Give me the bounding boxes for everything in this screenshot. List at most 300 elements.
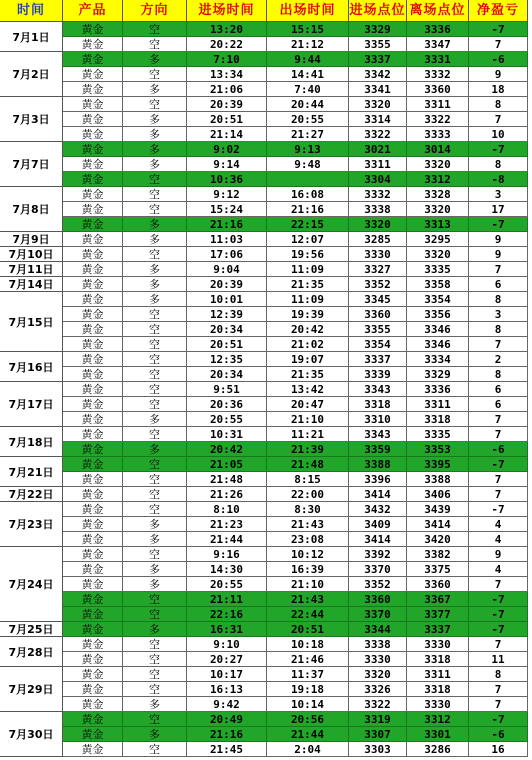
table-row bbox=[63, 712, 528, 727]
cell-entry-time: 10:36 bbox=[187, 172, 267, 187]
header-exit-time: 出场时间 bbox=[267, 0, 349, 22]
table-row bbox=[63, 727, 528, 742]
table-row bbox=[63, 142, 528, 157]
cell-product: 黄金 bbox=[63, 712, 123, 727]
cell-exit-price: 3320 bbox=[407, 247, 469, 262]
cell-entry-time: 9:04 bbox=[187, 262, 267, 277]
cell-net-pnl: 10 bbox=[469, 127, 528, 142]
cell-product: 黄金 bbox=[63, 532, 123, 547]
cell-direction: 空 bbox=[123, 667, 187, 682]
cell-exit-time: 20:55 bbox=[267, 112, 349, 127]
cell-entry-time: 13:20 bbox=[187, 22, 267, 37]
cell-direction: 多 bbox=[123, 442, 187, 457]
cell-exit-price: 3331 bbox=[407, 52, 469, 67]
table-row bbox=[63, 157, 528, 172]
cell-exit-time: 20:42 bbox=[267, 322, 349, 337]
cell-direction: 空 bbox=[123, 637, 187, 652]
cell-entry-time: 15:24 bbox=[187, 202, 267, 217]
cell-exit-price: 3377 bbox=[407, 607, 469, 622]
cell-entry-time: 21:16 bbox=[187, 217, 267, 232]
cell-entry-price: 3320 bbox=[349, 97, 407, 112]
cell-entry-time: 20:22 bbox=[187, 37, 267, 52]
cell-direction: 空 bbox=[123, 97, 187, 112]
cell-product: 黄金 bbox=[63, 592, 123, 607]
cell-exit-price: 3336 bbox=[407, 22, 469, 37]
cell-exit-price: 3346 bbox=[407, 322, 469, 337]
cell-exit-price: 3335 bbox=[407, 427, 469, 442]
cell-direction: 空 bbox=[123, 592, 187, 607]
cell-net-pnl: -7 bbox=[469, 142, 528, 157]
cell-entry-price: 3370 bbox=[349, 607, 407, 622]
cell-entry-time: 9:51 bbox=[187, 382, 267, 397]
cell-product: 黄金 bbox=[63, 622, 123, 637]
cell-direction: 空 bbox=[123, 307, 187, 322]
cell-entry-time: 21:44 bbox=[187, 532, 267, 547]
cell-entry-price: 3409 bbox=[349, 517, 407, 532]
cell-entry-time: 20:39 bbox=[187, 97, 267, 112]
cell-exit-time: 19:07 bbox=[267, 352, 349, 367]
cell-exit-price: 3367 bbox=[407, 592, 469, 607]
cell-exit-price: 3330 bbox=[407, 697, 469, 712]
cell-exit-time: 21:02 bbox=[267, 337, 349, 352]
cell-net-pnl: 7 bbox=[469, 577, 528, 592]
cell-net-pnl: 4 bbox=[469, 517, 528, 532]
cell-product: 黄金 bbox=[63, 112, 123, 127]
cell-net-pnl: -7 bbox=[469, 22, 528, 37]
cell-exit-price: 3313 bbox=[407, 217, 469, 232]
table-row bbox=[63, 532, 528, 547]
cell-exit-time: 20:44 bbox=[267, 97, 349, 112]
cell-net-pnl: 7 bbox=[469, 262, 528, 277]
cell-direction: 多 bbox=[123, 142, 187, 157]
cell-product: 黄金 bbox=[63, 682, 123, 697]
cell-exit-time: 21:43 bbox=[267, 517, 349, 532]
table-row bbox=[63, 352, 528, 367]
cell-direction: 空 bbox=[123, 22, 187, 37]
cell-entry-price: 3392 bbox=[349, 547, 407, 562]
cell-entry-price: 3355 bbox=[349, 37, 407, 52]
cell-exit-price: 3329 bbox=[407, 367, 469, 382]
date-cell: 7月15日 bbox=[0, 292, 63, 352]
cell-product: 黄金 bbox=[63, 637, 123, 652]
cell-net-pnl: -8 bbox=[469, 172, 528, 187]
table-row bbox=[63, 82, 528, 97]
cell-entry-time: 16:31 bbox=[187, 622, 267, 637]
cell-product: 黄金 bbox=[63, 457, 123, 472]
cell-exit-time: 8:15 bbox=[267, 472, 349, 487]
cell-entry-price: 3329 bbox=[349, 22, 407, 37]
cell-direction: 空 bbox=[123, 472, 187, 487]
cell-entry-time: 20:39 bbox=[187, 277, 267, 292]
cell-product: 黄金 bbox=[63, 292, 123, 307]
cell-entry-time: 21:45 bbox=[187, 742, 267, 757]
cell-direction: 空 bbox=[123, 352, 187, 367]
header-entry-time: 进场时间 bbox=[187, 0, 267, 22]
cell-entry-time: 10:01 bbox=[187, 292, 267, 307]
cell-exit-price: 3311 bbox=[407, 397, 469, 412]
cell-direction: 空 bbox=[123, 37, 187, 52]
cell-direction: 多 bbox=[123, 562, 187, 577]
cell-net-pnl: 7 bbox=[469, 427, 528, 442]
cell-exit-time: 9:44 bbox=[267, 52, 349, 67]
cell-exit-time: 11:09 bbox=[267, 262, 349, 277]
cell-direction: 空 bbox=[123, 427, 187, 442]
table-row bbox=[63, 97, 528, 112]
cell-net-pnl: -7 bbox=[469, 457, 528, 472]
cell-entry-time: 16:13 bbox=[187, 682, 267, 697]
cell-entry-price: 3322 bbox=[349, 697, 407, 712]
cell-exit-price: 3333 bbox=[407, 127, 469, 142]
cell-net-pnl: -7 bbox=[469, 502, 528, 517]
date-cell: 7月16日 bbox=[0, 352, 63, 382]
cell-direction: 空 bbox=[123, 547, 187, 562]
cell-direction: 多 bbox=[123, 52, 187, 67]
cell-exit-time: 15:15 bbox=[267, 22, 349, 37]
cell-exit-time: 21:44 bbox=[267, 727, 349, 742]
cell-net-pnl: 7 bbox=[469, 37, 528, 52]
cell-entry-time: 21:14 bbox=[187, 127, 267, 142]
header-exit-price: 离场点位 bbox=[407, 0, 469, 22]
cell-direction: 多 bbox=[123, 127, 187, 142]
cell-entry-price: 3345 bbox=[349, 292, 407, 307]
cell-exit-time: 20:51 bbox=[267, 622, 349, 637]
cell-entry-price: 3320 bbox=[349, 217, 407, 232]
cell-exit-time: 9:48 bbox=[267, 157, 349, 172]
table-row bbox=[63, 307, 528, 322]
table-row bbox=[63, 637, 528, 652]
table-row bbox=[63, 22, 528, 37]
cell-net-pnl: 7 bbox=[469, 337, 528, 352]
cell-entry-price: 3326 bbox=[349, 682, 407, 697]
cell-product: 黄金 bbox=[63, 577, 123, 592]
cell-direction: 空 bbox=[123, 397, 187, 412]
cell-entry-time: 20:49 bbox=[187, 712, 267, 727]
cell-exit-price: 3406 bbox=[407, 487, 469, 502]
table-row bbox=[63, 322, 528, 337]
cell-entry-time: 12:39 bbox=[187, 307, 267, 322]
cell-entry-time: 11:03 bbox=[187, 232, 267, 247]
date-cell: 7月22日 bbox=[0, 487, 63, 502]
cell-exit-time: 21:12 bbox=[267, 37, 349, 52]
cell-entry-price: 3021 bbox=[349, 142, 407, 157]
date-cell: 7月2日 bbox=[0, 52, 63, 97]
cell-direction: 空 bbox=[123, 607, 187, 622]
cell-exit-price: 3375 bbox=[407, 562, 469, 577]
table-row bbox=[63, 247, 528, 262]
cell-product: 黄金 bbox=[63, 337, 123, 352]
cell-product: 黄金 bbox=[63, 157, 123, 172]
cell-direction: 多 bbox=[123, 262, 187, 277]
cell-entry-price: 3388 bbox=[349, 457, 407, 472]
cell-exit-price: 3014 bbox=[407, 142, 469, 157]
cell-entry-price: 3432 bbox=[349, 502, 407, 517]
cell-exit-time: 21:43 bbox=[267, 592, 349, 607]
cell-entry-price: 3307 bbox=[349, 727, 407, 742]
cell-exit-time: 10:18 bbox=[267, 637, 349, 652]
cell-net-pnl: 9 bbox=[469, 232, 528, 247]
cell-exit-time: 19:18 bbox=[267, 682, 349, 697]
cell-entry-price: 3319 bbox=[349, 712, 407, 727]
cell-net-pnl: 8 bbox=[469, 292, 528, 307]
date-cell: 7月8日 bbox=[0, 187, 63, 232]
cell-product: 黄金 bbox=[63, 562, 123, 577]
cell-exit-price: 3334 bbox=[407, 352, 469, 367]
cell-entry-price: 3352 bbox=[349, 577, 407, 592]
cell-entry-price: 3360 bbox=[349, 307, 407, 322]
cell-exit-time: 21:46 bbox=[267, 652, 349, 667]
cell-product: 黄金 bbox=[63, 382, 123, 397]
table-row bbox=[63, 667, 528, 682]
cell-direction: 空 bbox=[123, 457, 187, 472]
cell-exit-time: 11:09 bbox=[267, 292, 349, 307]
cell-net-pnl: -6 bbox=[469, 442, 528, 457]
cell-exit-price: 3356 bbox=[407, 307, 469, 322]
cell-net-pnl: 17 bbox=[469, 202, 528, 217]
cell-net-pnl: 8 bbox=[469, 322, 528, 337]
date-cell: 7月25日 bbox=[0, 622, 63, 637]
cell-exit-price: 3311 bbox=[407, 667, 469, 682]
cell-product: 黄金 bbox=[63, 697, 123, 712]
table-row bbox=[63, 112, 528, 127]
cell-direction: 空 bbox=[123, 712, 187, 727]
cell-entry-price: 3303 bbox=[349, 742, 407, 757]
cell-entry-price: 3344 bbox=[349, 622, 407, 637]
cell-entry-price: 3342 bbox=[349, 67, 407, 82]
cell-product: 黄金 bbox=[63, 67, 123, 82]
cell-product: 黄金 bbox=[63, 442, 123, 457]
cell-exit-price: 3346 bbox=[407, 337, 469, 352]
cell-entry-price: 3338 bbox=[349, 202, 407, 217]
cell-product: 黄金 bbox=[63, 742, 123, 757]
cell-net-pnl: -7 bbox=[469, 592, 528, 607]
cell-direction: 空 bbox=[123, 742, 187, 757]
cell-exit-price: 3353 bbox=[407, 442, 469, 457]
cell-entry-time: 21:06 bbox=[187, 82, 267, 97]
cell-direction: 空 bbox=[123, 67, 187, 82]
table-row bbox=[63, 457, 528, 472]
cell-net-pnl: 7 bbox=[469, 112, 528, 127]
cell-exit-price: 3318 bbox=[407, 412, 469, 427]
cell-direction: 多 bbox=[123, 517, 187, 532]
cell-exit-time bbox=[267, 172, 349, 187]
cell-entry-time: 20:27 bbox=[187, 652, 267, 667]
cell-direction: 空 bbox=[123, 502, 187, 517]
cell-exit-price: 3320 bbox=[407, 157, 469, 172]
cell-product: 黄金 bbox=[63, 397, 123, 412]
table-row bbox=[63, 277, 528, 292]
cell-product: 黄金 bbox=[63, 232, 123, 247]
cell-exit-price: 3388 bbox=[407, 472, 469, 487]
cell-net-pnl: 4 bbox=[469, 562, 528, 577]
cell-entry-price: 3343 bbox=[349, 382, 407, 397]
cell-direction: 多 bbox=[123, 112, 187, 127]
cell-product: 黄金 bbox=[63, 367, 123, 382]
cell-direction: 多 bbox=[123, 577, 187, 592]
cell-entry-price: 3318 bbox=[349, 397, 407, 412]
cell-product: 黄金 bbox=[63, 172, 123, 187]
cell-exit-price: 3328 bbox=[407, 187, 469, 202]
cell-exit-price: 3332 bbox=[407, 67, 469, 82]
table-row bbox=[63, 577, 528, 592]
date-cell: 7月14日 bbox=[0, 277, 63, 292]
cell-net-pnl: -6 bbox=[469, 52, 528, 67]
cell-exit-price: 3337 bbox=[407, 622, 469, 637]
cell-product: 黄金 bbox=[63, 547, 123, 562]
table-row bbox=[63, 547, 528, 562]
date-cell: 7月7日 bbox=[0, 142, 63, 187]
cell-exit-price: 3347 bbox=[407, 37, 469, 52]
cell-net-pnl: 2 bbox=[469, 352, 528, 367]
cell-exit-time: 22:15 bbox=[267, 217, 349, 232]
cell-exit-price: 3336 bbox=[407, 382, 469, 397]
cell-exit-price: 3395 bbox=[407, 457, 469, 472]
cell-entry-price: 3339 bbox=[349, 367, 407, 382]
cell-entry-price: 3320 bbox=[349, 667, 407, 682]
cell-exit-price: 3414 bbox=[407, 517, 469, 532]
cell-product: 黄金 bbox=[63, 667, 123, 682]
cell-product: 黄金 bbox=[63, 517, 123, 532]
table-row bbox=[63, 397, 528, 412]
table-row bbox=[63, 502, 528, 517]
cell-net-pnl: 6 bbox=[469, 277, 528, 292]
cell-entry-price: 3343 bbox=[349, 427, 407, 442]
cell-direction: 多 bbox=[123, 157, 187, 172]
cell-product: 黄金 bbox=[63, 427, 123, 442]
cell-exit-time: 21:10 bbox=[267, 412, 349, 427]
cell-exit-price: 3358 bbox=[407, 277, 469, 292]
cell-entry-time: 20:34 bbox=[187, 322, 267, 337]
cell-exit-price: 3439 bbox=[407, 502, 469, 517]
cell-entry-price: 3330 bbox=[349, 247, 407, 262]
cell-direction: 多 bbox=[123, 217, 187, 232]
cell-exit-price: 3295 bbox=[407, 232, 469, 247]
cell-exit-price: 3420 bbox=[407, 532, 469, 547]
cell-entry-time: 13:34 bbox=[187, 67, 267, 82]
cell-direction: 空 bbox=[123, 337, 187, 352]
cell-product: 黄金 bbox=[63, 217, 123, 232]
cell-net-pnl: -7 bbox=[469, 622, 528, 637]
date-cell: 7月3日 bbox=[0, 97, 63, 142]
cell-entry-price: 3370 bbox=[349, 562, 407, 577]
cell-exit-price: 3286 bbox=[407, 742, 469, 757]
cell-exit-price: 3382 bbox=[407, 547, 469, 562]
header-net-pnl: 净盈亏 bbox=[469, 0, 528, 22]
cell-direction: 多 bbox=[123, 697, 187, 712]
cell-net-pnl: 8 bbox=[469, 97, 528, 112]
cell-exit-price: 3312 bbox=[407, 172, 469, 187]
table-row bbox=[63, 682, 528, 697]
cell-exit-price: 3322 bbox=[407, 112, 469, 127]
cell-entry-time: 21:16 bbox=[187, 727, 267, 742]
cell-product: 黄金 bbox=[63, 487, 123, 502]
cell-entry-time: 20:51 bbox=[187, 337, 267, 352]
cell-entry-price: 3414 bbox=[349, 532, 407, 547]
cell-net-pnl: 7 bbox=[469, 487, 528, 502]
cell-entry-price: 3396 bbox=[349, 472, 407, 487]
cell-product: 黄金 bbox=[63, 247, 123, 262]
cell-entry-price: 3341 bbox=[349, 82, 407, 97]
cell-entry-price: 3360 bbox=[349, 592, 407, 607]
cell-entry-time: 12:35 bbox=[187, 352, 267, 367]
cell-entry-price: 3359 bbox=[349, 442, 407, 457]
cell-product: 黄金 bbox=[63, 277, 123, 292]
cell-exit-price: 3330 bbox=[407, 637, 469, 652]
date-cell: 7月24日 bbox=[0, 547, 63, 622]
table-row bbox=[63, 472, 528, 487]
table-row bbox=[63, 562, 528, 577]
cell-net-pnl: 9 bbox=[469, 547, 528, 562]
table-row bbox=[63, 652, 528, 667]
table-row bbox=[63, 52, 528, 67]
cell-exit-time: 16:39 bbox=[267, 562, 349, 577]
cell-entry-time: 20:55 bbox=[187, 412, 267, 427]
table-row bbox=[63, 442, 528, 457]
cell-product: 黄金 bbox=[63, 142, 123, 157]
table-row bbox=[63, 202, 528, 217]
cell-exit-time: 13:42 bbox=[267, 382, 349, 397]
date-cell: 7月17日 bbox=[0, 382, 63, 427]
cell-direction: 多 bbox=[123, 412, 187, 427]
table-row bbox=[63, 592, 528, 607]
cell-direction: 多 bbox=[123, 82, 187, 97]
cell-direction: 空 bbox=[123, 202, 187, 217]
header-direction: 方向 bbox=[123, 0, 187, 22]
cell-direction: 多 bbox=[123, 532, 187, 547]
cell-entry-price: 3355 bbox=[349, 322, 407, 337]
cell-direction: 空 bbox=[123, 487, 187, 502]
cell-net-pnl: 8 bbox=[469, 367, 528, 382]
cell-entry-price: 3332 bbox=[349, 187, 407, 202]
cell-entry-price: 3414 bbox=[349, 487, 407, 502]
cell-net-pnl: 3 bbox=[469, 187, 528, 202]
cell-exit-time: 9:13 bbox=[267, 142, 349, 157]
cell-exit-time: 2:04 bbox=[267, 742, 349, 757]
cell-product: 黄金 bbox=[63, 52, 123, 67]
cell-exit-price: 3354 bbox=[407, 292, 469, 307]
cell-product: 黄金 bbox=[63, 22, 123, 37]
table-row bbox=[63, 232, 528, 247]
cell-net-pnl: -6 bbox=[469, 727, 528, 742]
table-row bbox=[63, 622, 528, 637]
cell-net-pnl: -7 bbox=[469, 607, 528, 622]
table-row bbox=[63, 217, 528, 232]
cell-entry-time: 14:30 bbox=[187, 562, 267, 577]
cell-direction: 空 bbox=[123, 682, 187, 697]
cell-entry-time: 9:10 bbox=[187, 637, 267, 652]
cell-exit-time: 19:39 bbox=[267, 307, 349, 322]
cell-product: 黄金 bbox=[63, 97, 123, 112]
cell-product: 黄金 bbox=[63, 472, 123, 487]
cell-entry-time: 21:23 bbox=[187, 517, 267, 532]
cell-direction: 空 bbox=[123, 382, 187, 397]
cell-direction: 空 bbox=[123, 247, 187, 262]
cell-exit-time: 22:44 bbox=[267, 607, 349, 622]
table-row bbox=[63, 412, 528, 427]
cell-entry-time: 10:17 bbox=[187, 667, 267, 682]
cell-exit-time: 20:47 bbox=[267, 397, 349, 412]
cell-exit-price: 3335 bbox=[407, 262, 469, 277]
cell-entry-time: 20:36 bbox=[187, 397, 267, 412]
cell-product: 黄金 bbox=[63, 187, 123, 202]
cell-entry-time: 22:16 bbox=[187, 607, 267, 622]
cell-entry-time: 20:51 bbox=[187, 112, 267, 127]
cell-direction: 空 bbox=[123, 187, 187, 202]
cell-exit-time: 11:37 bbox=[267, 667, 349, 682]
header-entry-price: 进场点位 bbox=[349, 0, 407, 22]
cell-entry-price: 3338 bbox=[349, 637, 407, 652]
cell-net-pnl: -7 bbox=[469, 217, 528, 232]
cell-entry-price: 3352 bbox=[349, 277, 407, 292]
